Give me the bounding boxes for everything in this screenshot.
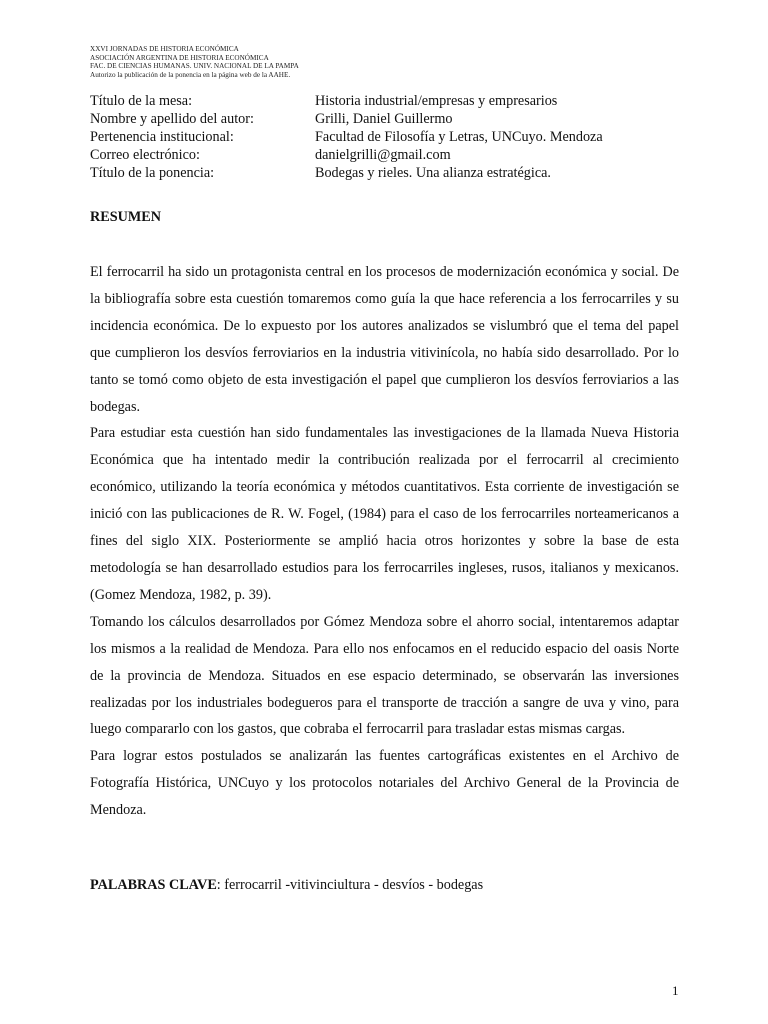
- header-line: XXVI JORNADAS DE HISTORIA ECONÓMICA: [90, 45, 239, 53]
- meta-row-mesa: [90, 92, 690, 110]
- meta-value: danielgrilli@gmail.com: [315, 147, 451, 163]
- meta-value: Historia industrial/empresas y empresarios: [315, 93, 558, 109]
- meta-row-institucion: [90, 128, 690, 146]
- header-line: Autorizo la publicación de la ponencia en la página web de la AAHE.: [90, 71, 291, 80]
- meta-value: Facultad de Filosofía y Letras, UNCuyo. Mendoza: [315, 129, 603, 145]
- header-line: ASOCIACIÓN ARGENTINA DE HISTORIA ECONÓMICA: [90, 53, 269, 62]
- meta-row-autor: [90, 110, 690, 128]
- meta-value: Bodegas y rieles. Una alianza estratégica.: [315, 165, 551, 181]
- meta-value: Grilli, Daniel Guillermo: [315, 111, 453, 127]
- resumen-heading: RESUMEN: [90, 209, 161, 225]
- keywords-text: : ferrocarril -vitivinciultura - desvíos - bodegas: [216, 877, 484, 893]
- meta-label: Título de la mesa:: [90, 93, 193, 109]
- meta-row-ponencia: [90, 164, 690, 182]
- abstract-paragraph: Tomando los cálculos desarrollados por Gómez Mendoza sobre el ahorro social, intentaremos adaptar los mismos a la realidad de Mendoza. Para ello nos enfocamos en el reducido espacio del oasis Norte de la provincia de Mendoza. Situados en ese espacio determinado, se observarán las inversiones realizadas por los industriales bodegueros para el transporte de tracción a sangre de uva y vino, para luego compararlo con los gastos, que cobraba el ferrocarril para trasladar estas mismas cargas.: [90, 613, 679, 738]
- keywords-label: PALABRAS CLAVE: [90, 877, 217, 893]
- abstract-body: [90, 259, 679, 824]
- abstract-paragraph: Para lograr estos postulados se analizarán las fuentes cartográficas existentes en el Archivo de Fotografía Histórica, UNCuyo y los protocolos notariales del Archivo General de la Provincia de Mendoza.: [90, 748, 679, 819]
- meta-label: Correo electrónico:: [90, 147, 200, 163]
- header-line: FAC. DE CIENCIAS HUMANAS. UNIV. NACIONAL DE LA PAMPA: [90, 62, 299, 71]
- keywords: [90, 876, 483, 894]
- page-number: 1: [672, 983, 679, 998]
- meta-label: Título de la ponencia:: [90, 165, 215, 181]
- paper-metadata: [90, 92, 690, 182]
- meta-row-correo: [90, 146, 690, 164]
- abstract-paragraph: El ferrocarril ha sido un protagonista central en los procesos de modernización económica y social. De la bibliografía sobre esta cuestión tomaremos como guía la que hace referencia a los ferrocarriles y su incidencia económica. De lo expuesto por los autores analizados se vislumbró que el tema del papel que cumplieron los desvíos ferroviarios en la industria vitivinícola, no había sido desarrollado. Por lo tanto se tomó como objeto de esta investigación el papel que cumplieron los desvíos ferroviarios a las bodegas.: [90, 264, 679, 415]
- meta-label: Nombre y apellido del autor:: [90, 111, 254, 127]
- abstract-paragraph: Para estudiar esta cuestión han sido fundamentales las investigaciones de la llamada Nueva Historia Económica que ha intentado medir la contribución realizada por el ferrocarril al crecimiento económico, utilizando la teoría económica y métodos cuantitativos. Esta corriente de investigación se inició con las publicaciones de R. W. Fogel, (1984) para el caso de los ferrocarriles norteamericanos a fines del siglo XIX. Posteriormente se amplió hacia otros horizontes y sobre la base de esta metodología se han desarrollado estudios para los ferrocarriles ingleses, rusos, italianos y mexicanos. (Gomez Mendoza, 1982, p. 39).: [90, 425, 679, 603]
- conference-header: [90, 45, 299, 80]
- meta-label: Pertenencia institucional:: [90, 129, 234, 145]
